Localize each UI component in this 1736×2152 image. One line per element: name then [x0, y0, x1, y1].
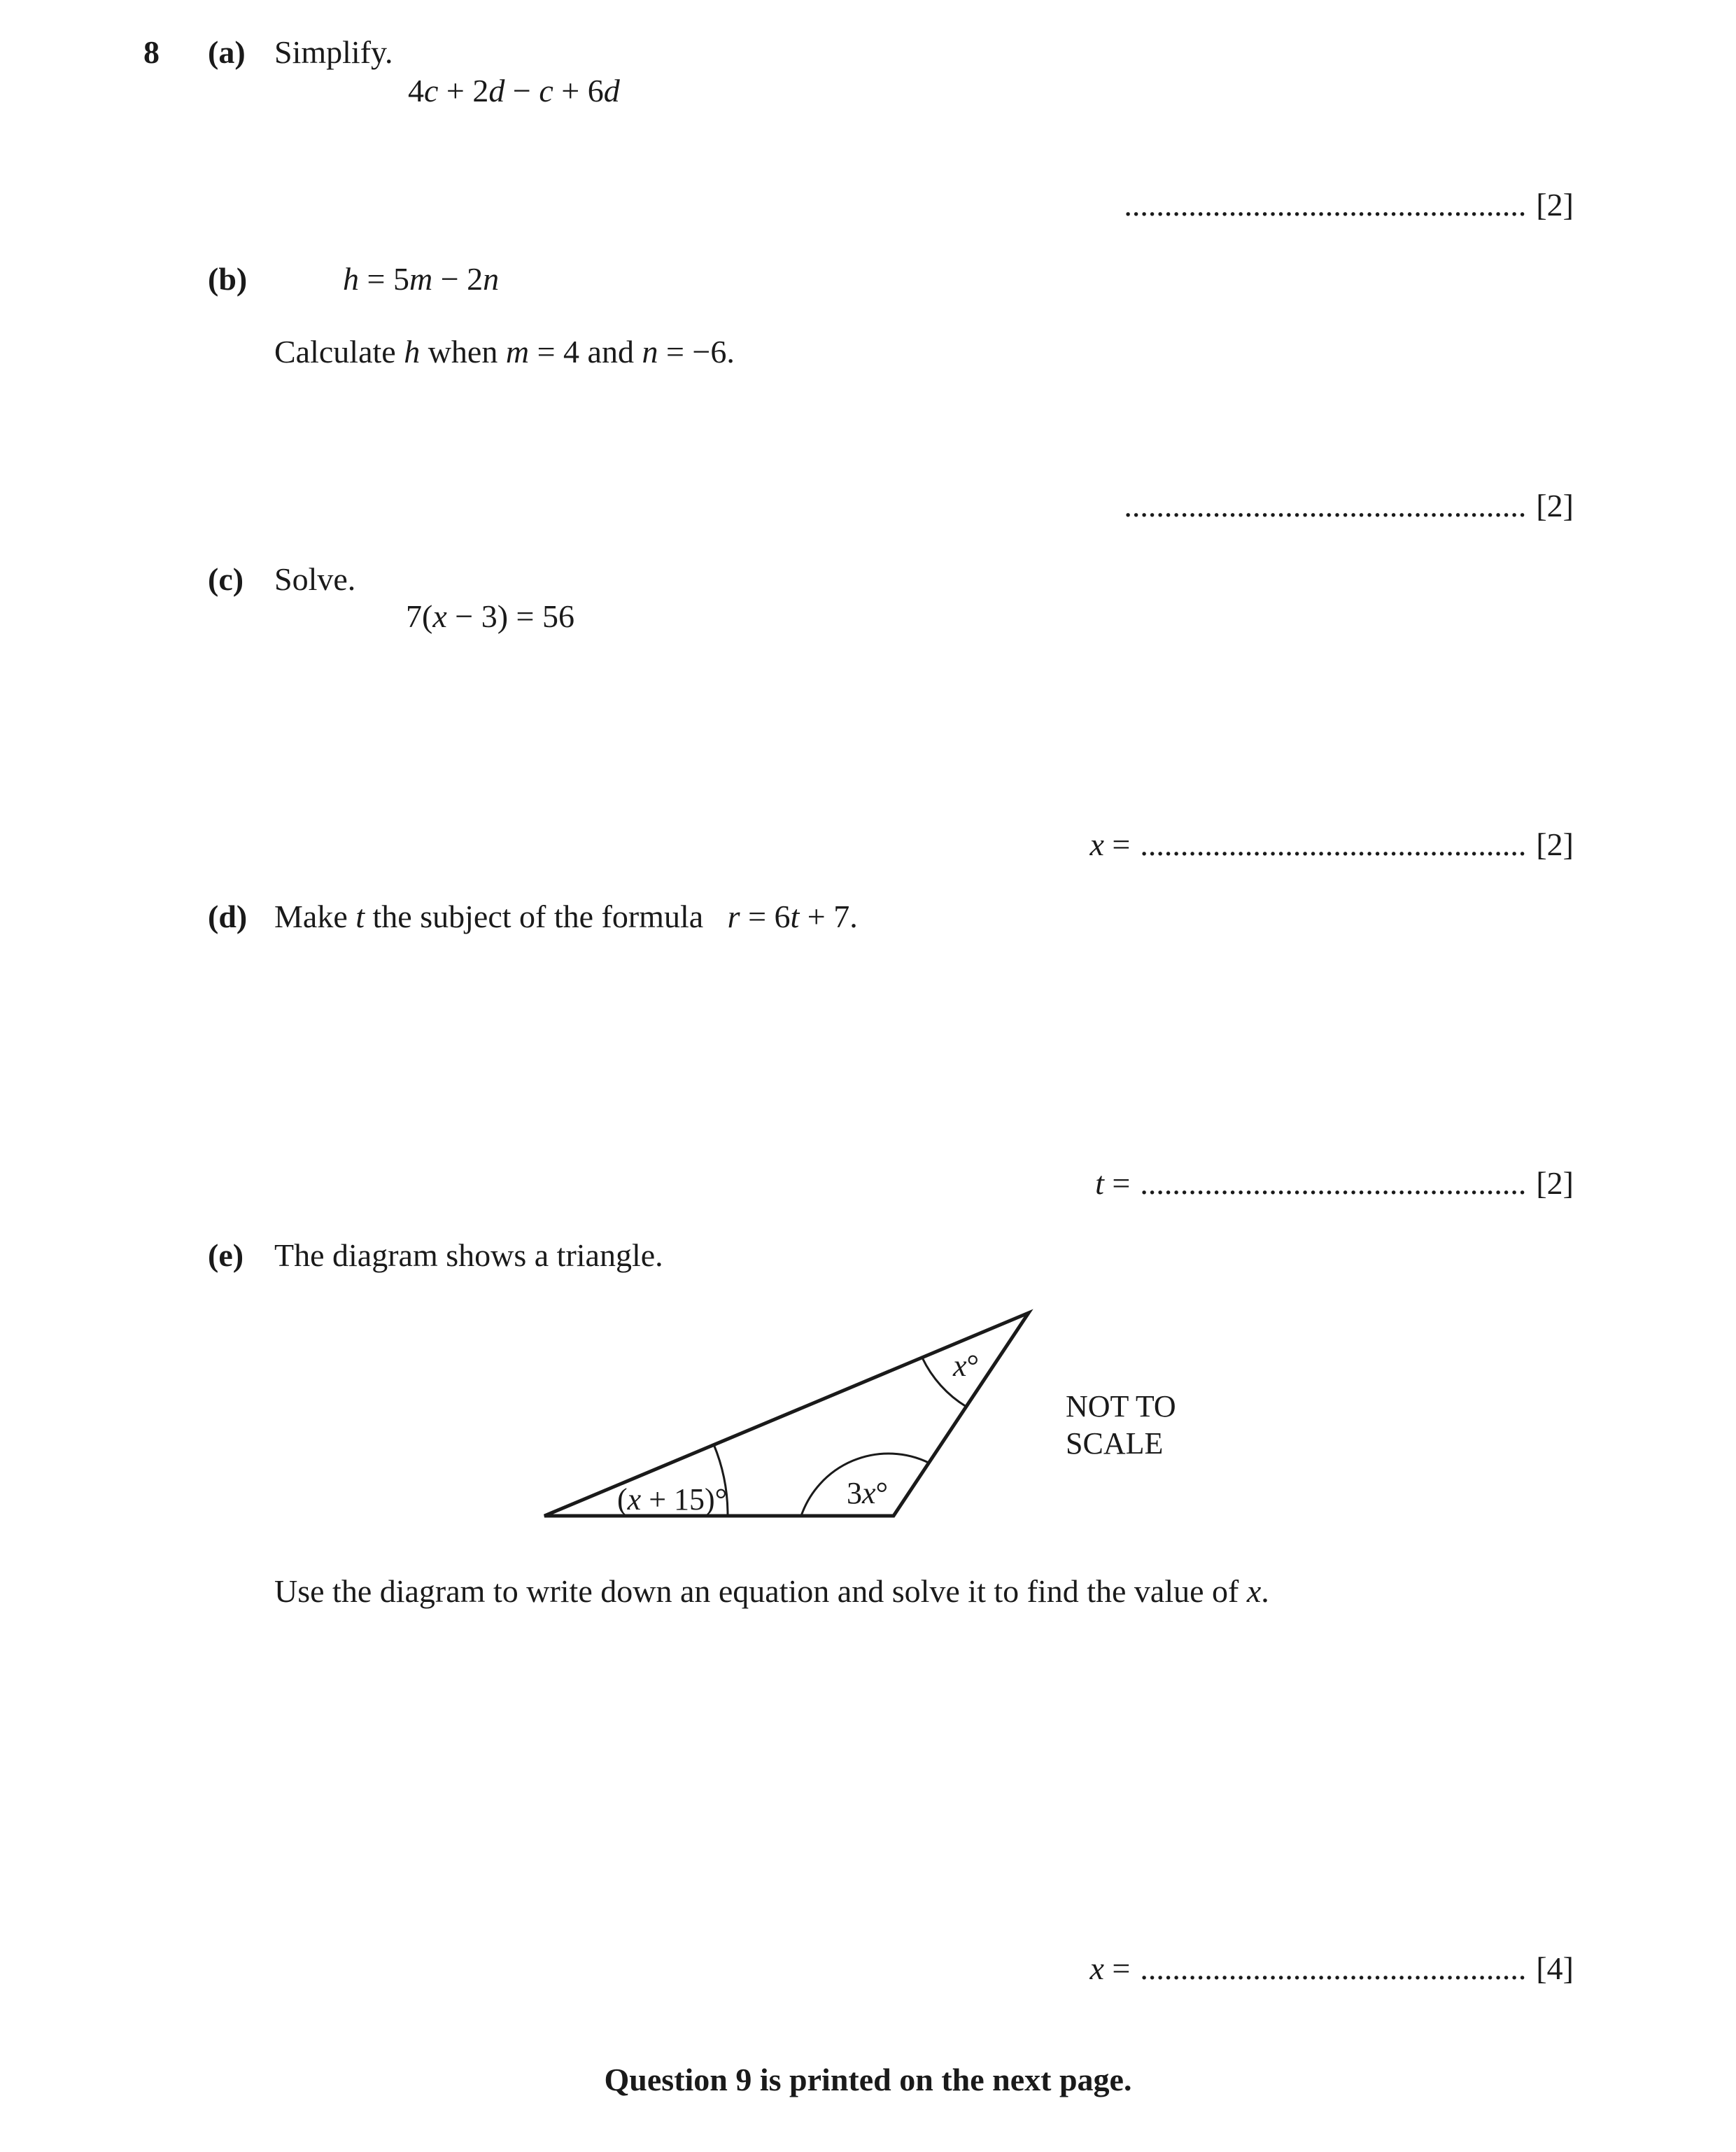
- part-e-marks: [4]: [1536, 1950, 1574, 1986]
- part-b-instruction: Calculate h when m = 4 and n = −6.: [274, 334, 735, 370]
- angle-label-left: (x + 15)°: [617, 1482, 728, 1517]
- part-a-expression: 4c + 2d − c + 6d: [408, 73, 620, 108]
- part-c-answer-line[interactable]: x = ................................................ [2]: [1089, 827, 1574, 862]
- part-e-task: Use the diagram to write down an equation and solve it to find the value of x.: [274, 1573, 1269, 1609]
- part-e-instruction: The diagram shows a triangle.: [274, 1237, 663, 1273]
- footer-note: Question 9 is printed on the next page.: [604, 2062, 1132, 2097]
- part-a-instruction: Simplify.: [274, 34, 393, 70]
- not-to-scale-line1: NOT TO: [1066, 1389, 1176, 1423]
- part-a-label: (a): [208, 34, 246, 70]
- question-number: 8: [143, 34, 160, 70]
- part-a-marks: [2]: [1536, 187, 1574, 223]
- part-c-instruction: Solve.: [274, 561, 356, 597]
- part-e-answer-line[interactable]: x = ................................................ [4]: [1089, 1950, 1574, 1986]
- part-b-marks: [2]: [1536, 488, 1574, 523]
- part-a-answer-line[interactable]: .................................................. [2]: [1124, 187, 1574, 223]
- part-b-answer-line[interactable]: .................................................. [2]: [1124, 488, 1574, 523]
- part-c-answer-prefix: x =: [1089, 827, 1131, 862]
- part-c-equation: 7(x − 3) = 56: [406, 598, 574, 634]
- part-e-answer-prefix: x =: [1089, 1950, 1131, 1986]
- part-c-label: (c): [208, 561, 244, 597]
- angle-label-bottom: 3x°: [847, 1476, 889, 1510]
- not-to-scale-line2: SCALE: [1066, 1426, 1164, 1461]
- part-b-label: (b): [208, 261, 248, 297]
- angle-label-top: x°: [953, 1349, 980, 1383]
- part-d-marks: [2]: [1536, 1165, 1574, 1201]
- part-d-label: (d): [208, 899, 248, 934]
- part-b-formula: h = 5m − 2n: [343, 261, 500, 297]
- part-c-marks: [2]: [1536, 827, 1574, 862]
- part-d-instruction: Make t the subject of the formula r = 6t + 7.: [274, 899, 858, 934]
- part-d-answer-line[interactable]: t = ................................................ [2]: [1095, 1165, 1574, 1201]
- part-d-answer-prefix: t =: [1095, 1165, 1131, 1201]
- part-e-label: (e): [208, 1237, 244, 1273]
